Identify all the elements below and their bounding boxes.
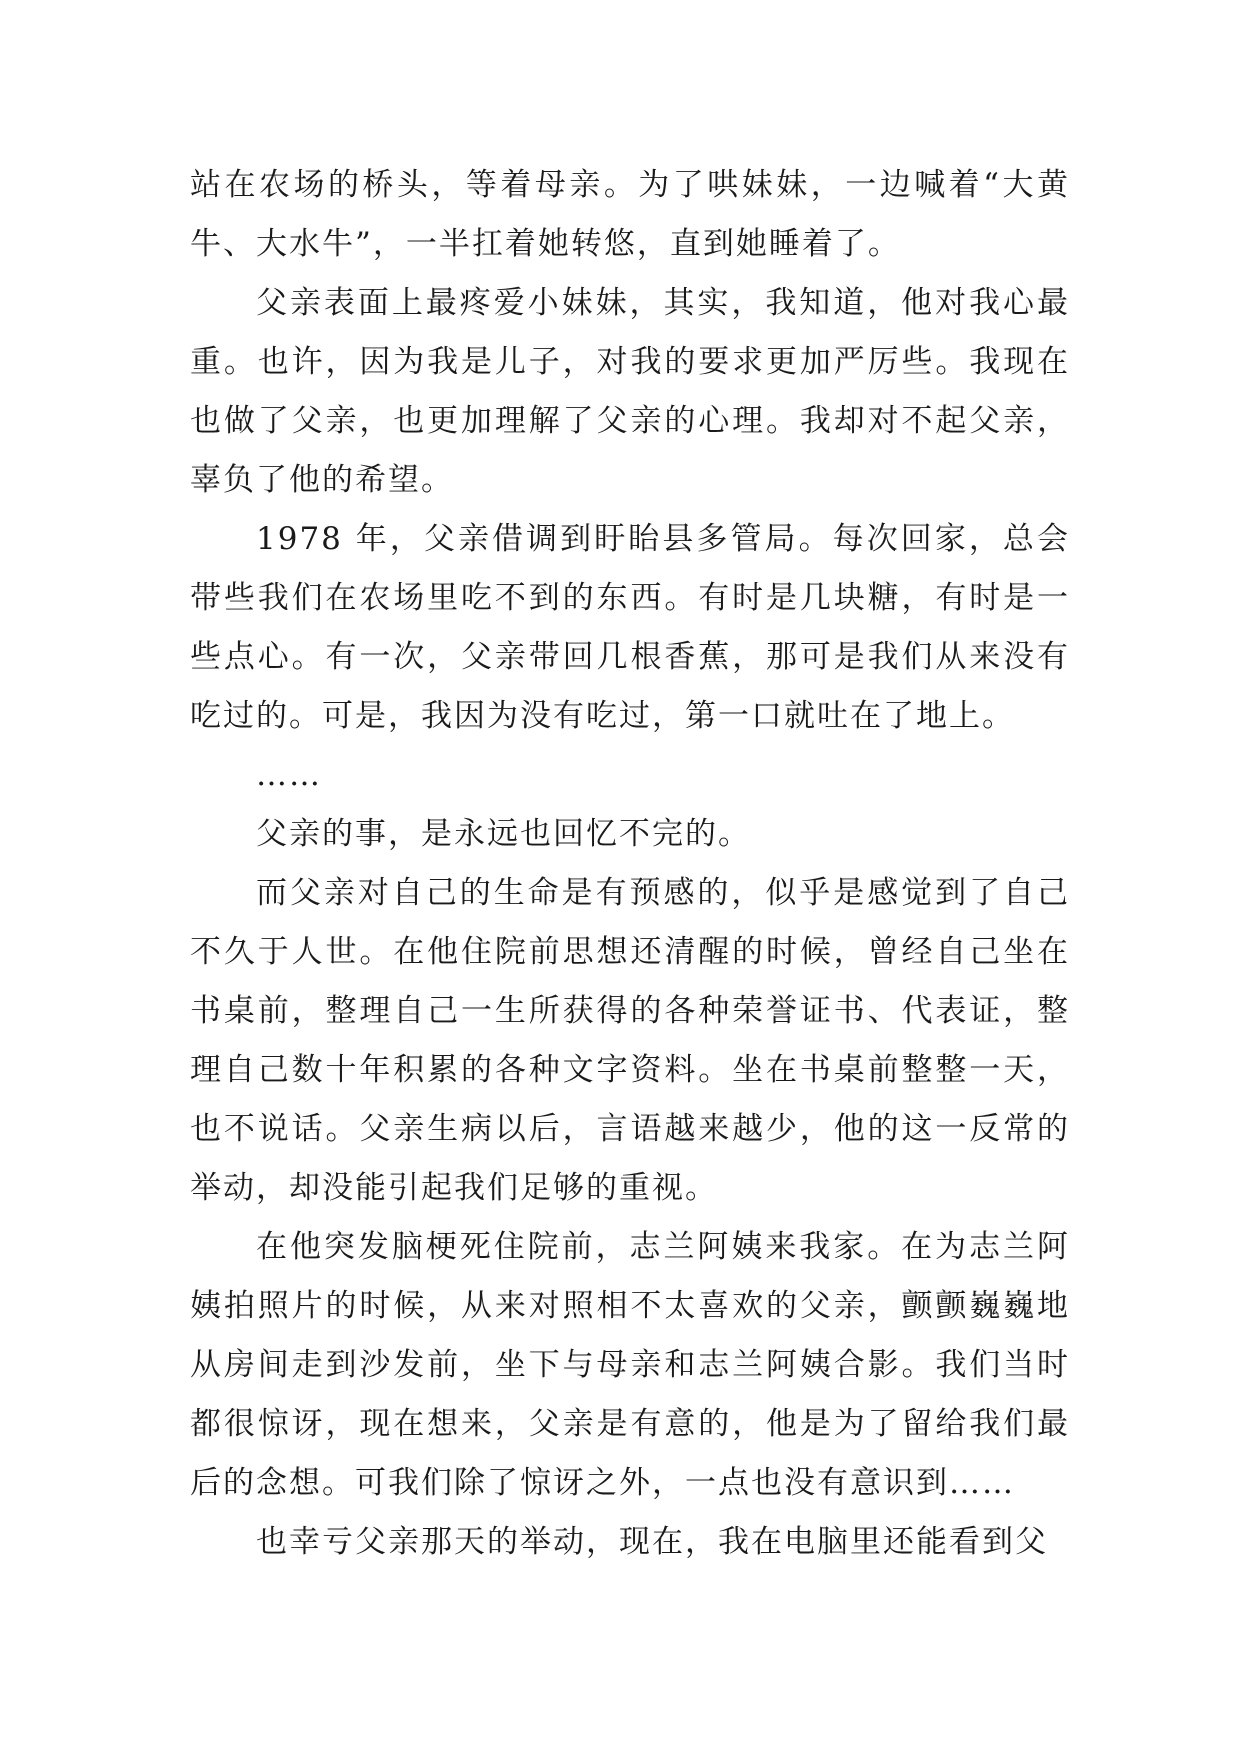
ellipsis-line: …… — [256, 757, 322, 793]
paragraph: 而父亲对自己的生命是有预感的，似乎是感觉到了自己不久于人世。在他住院前思想还清醒的时候，曾经自己坐在书桌前，整理自己一生所获得的各种荣誉证书、代表证，整理自己数十年积累的各种文字资料。坐在书桌前整整一天，也不说话。父亲生病以后，言语越来越少，他的这一反常的举动，却没能引起我们足够的重视。 — [190, 875, 1070, 1206]
body-text — [190, 156, 1070, 1572]
paragraph-continuation: 站在农场的桥头，等着母亲。为了哄妹妹，一边喊着“大黄牛、大水牛”，一半扛着她转悠，直到她睡着了。 — [190, 167, 1070, 262]
paragraph: 父亲的事，是永远也回忆不完的。 — [256, 816, 751, 852]
paragraph: 父亲表面上最疼爱小妹妹，其实，我知道，他对我心最重。也许，因为我是儿子，对我的要求更加严厉些。我现在也做了父亲，也更加理解了父亲的心理。我却对不起父亲，辜负了他的希望。 — [190, 285, 1070, 498]
paragraph: 在他突发脑梗死住院前，志兰阿姨来我家。在为志兰阿姨拍照片的时候，从来对照相不太喜欢的父亲，颤颤巍巍地从房间走到沙发前，坐下与母亲和志兰阿姨合影。我们当时都很惊讶，现在想来，父亲是有意的，他是为了留给我们最后的念想。可我们除了惊讶之外，一点也没有意识到…… — [190, 1229, 1070, 1501]
paragraph: 也幸亏父亲那天的举动，现在，我在电脑里还能看到父 — [256, 1524, 1048, 1560]
paragraph: 1978 年，父亲借调到盱眙县多管局。每次回家，总会带些我们在农场里吃不到的东西。有时是几块糖，有时是一些点心。有一次，父亲带回几根香蕉，那可是我们从来没有吃过的。可是，我因为没有吃过，第一口就吐在了地上。 — [190, 521, 1070, 734]
